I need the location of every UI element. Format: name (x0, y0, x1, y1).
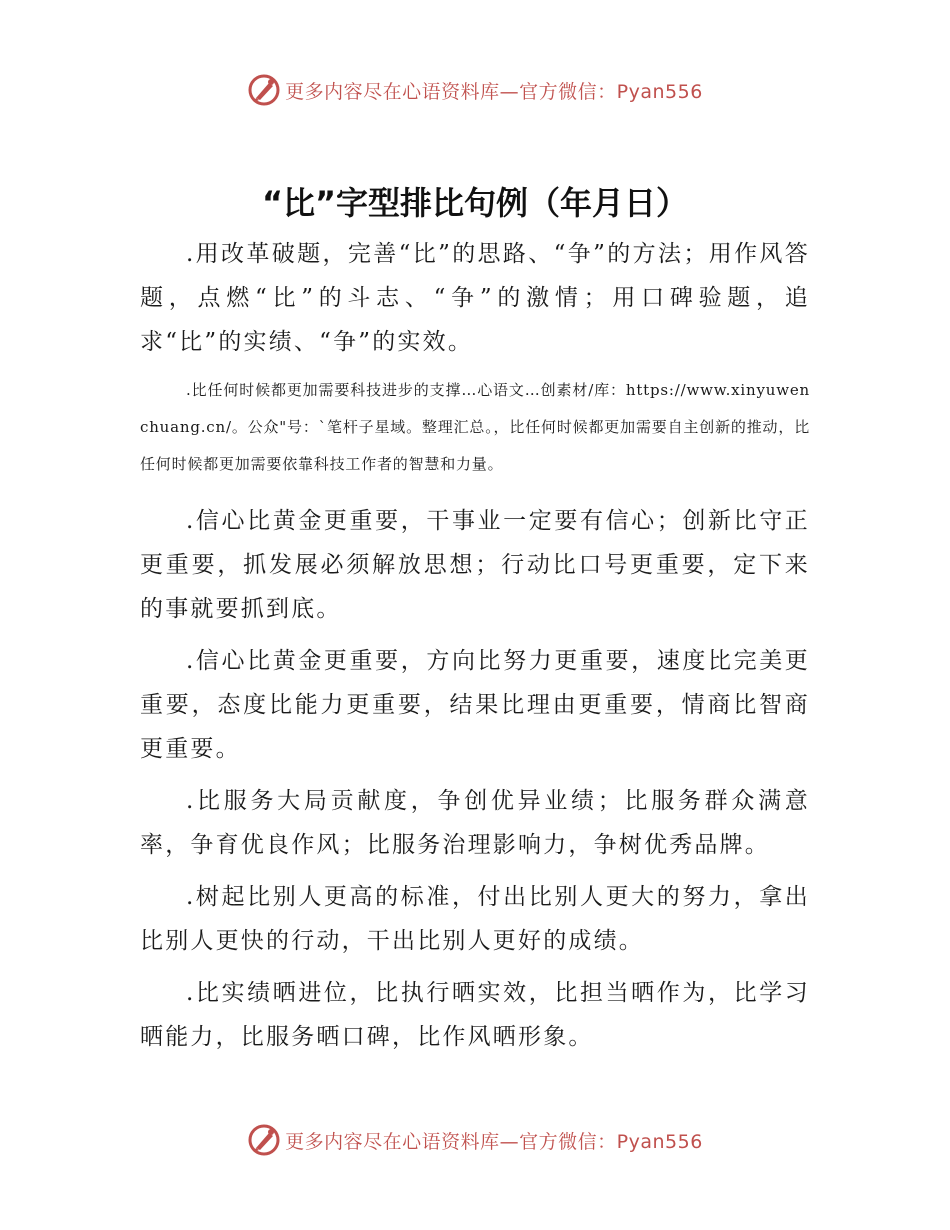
footer-banner-text: 更多内容尽在心语资料库—官方微信：Pyan556 (285, 1130, 703, 1153)
paragraph-1: .用改革破题，完善“比”的思路、“争”的方法；用作风答题，点燃“比”的斗志、“争”的激情；用口碑验题，追求“比”的实绩、“争”的实效。 (140, 241, 810, 355)
footer-banner (0, 1120, 950, 1160)
paragraph-5: .比服务大局贡献度，争创优异业绩；比服务群众满意率，争育优良作风；比服务治理影响力，争树优秀品牌。 (140, 788, 810, 858)
document-body (140, 232, 810, 1067)
paragraph-2: .比任何时候都更加需要科技进步的支撑…心语文…创素材/库：https://www.xinyuwenchuang.cn/。公众"号：`笔杆子星域。整理汇总。，比任何时候都更加需要自主创新的推动，比任何时候都更加需要依靠科技工作者的智慧和力量。 (140, 381, 810, 473)
paragraph-7: .比实绩晒进位，比执行晒实效，比担当晒作为，比学习晒能力，比服务晒口碑，比作风晒形象。 (140, 980, 810, 1050)
paragraph-3: .信心比黄金更重要，干事业一定要有信心；创新比守正更重要，抓发展必须解放思想；行动比口号更重要，定下来的事就要抓到底。 (140, 508, 810, 622)
paragraph-6: .树起比别人更高的标准，付出比别人更大的努力，拿出比别人更快的行动，干出比别人更好的成绩。 (140, 884, 810, 954)
pen-seal-logo-icon (247, 73, 281, 107)
header-banner (0, 70, 950, 110)
pen-seal-logo-icon (247, 1123, 281, 1157)
document-title: “比”字型排比句例（年月日） (261, 184, 689, 222)
header-banner-text: 更多内容尽在心语资料库—官方微信：Pyan556 (285, 80, 703, 103)
paragraph-4: .信心比黄金更重要，方向比努力更重要，速度比完美更重要，态度比能力更重要，结果比理由更重要，情商比智商更重要。 (140, 648, 810, 762)
